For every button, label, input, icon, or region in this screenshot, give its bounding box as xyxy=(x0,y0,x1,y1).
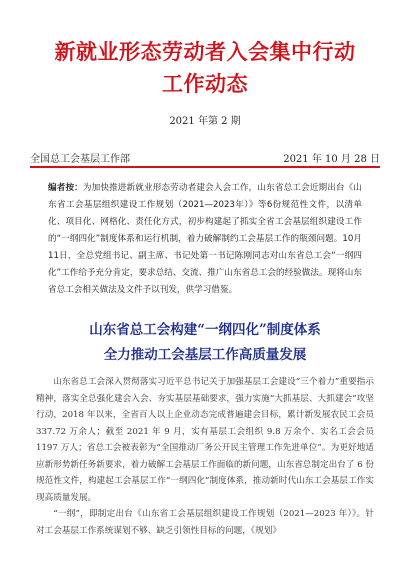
issue-number: 2021 年第 2 期 xyxy=(169,116,241,127)
editor-note-lead: 编者按： xyxy=(48,183,83,193)
article-body xyxy=(36,374,374,539)
editor-note-text: 为加快推进新就业形态劳动者建会入会工作，山东省总工会近期出台《山东省工会基层组织建设工作规划（2021—2023年）》等6份规范性文件，以清单化、项目化、网格化、责任化方式，初步构建起了抓实全省工会基层组织建设工作的“一纲四化”制度体系和运行机制，着力破解制约工会基层工作的瓶颈问题。10月11日，全总党组书记、副主席、书记处第一书记陈刚同志对山东省总工会“一纲四化”工作给予充分肯定，要求总结、交流、推广山东省总工会的经验做法。现将山东省总工会相关做法及文件予以刊发，供学习借鉴。 xyxy=(48,183,362,295)
bulletin-title xyxy=(0,36,410,100)
article-title-line1: 山东省总工会构建“一纲四化”制度体系 xyxy=(89,322,321,338)
article-paragraph-2: “一纲”，即制定出台《山东省工会基层组织建设工作规划（2021—2023 年）》。针对工会基层工作系统谋划不够、缺乏引领性目标的问题，《规划》 xyxy=(36,509,374,536)
red-divider xyxy=(30,166,380,168)
article-title-line2: 全力推动工会基层工作高质量发展 xyxy=(103,347,307,363)
publish-date: 2021 年 10 月 28 日 xyxy=(283,154,380,165)
meta-row xyxy=(30,150,380,164)
bulletin-title-line2: 工作动态 xyxy=(162,71,248,96)
editor-note xyxy=(48,180,362,299)
article-paragraph-1: 山东省总工会深入贯彻落实习近平总书记关于加强基层工会建设“三个着力”重要指示精神，落实全总强化建会入会、夯实基层基础要求，强力实施“大抓基层、大抓建会”攻坚行动，2018 年以来，全省百人以上企业动态完成普遍建会目标，累计新发展农民工会员 337.72 万余人；截至 2021 年 9 月，实有基层工会组织 9.8 万余个、实名工会会员 1197 万人；省总工会被表彰为“全国推动厂务公开民主管理工作先进单位”。为更好地适应新形势新任务新要求，着力破解工会基层工作面临的新问题，山东省总制定出台了 6 份规范性文件，构建起工会基层工作“一纲四化”制度体系，推动新时代山东工会基层工作实现高质量发展。 xyxy=(36,377,374,503)
bulletin-title-line1: 新就业形态劳动者入会集中行动 xyxy=(54,39,356,64)
article-title xyxy=(0,318,410,368)
publisher-org: 全国总工会基层工作部 xyxy=(30,154,130,165)
